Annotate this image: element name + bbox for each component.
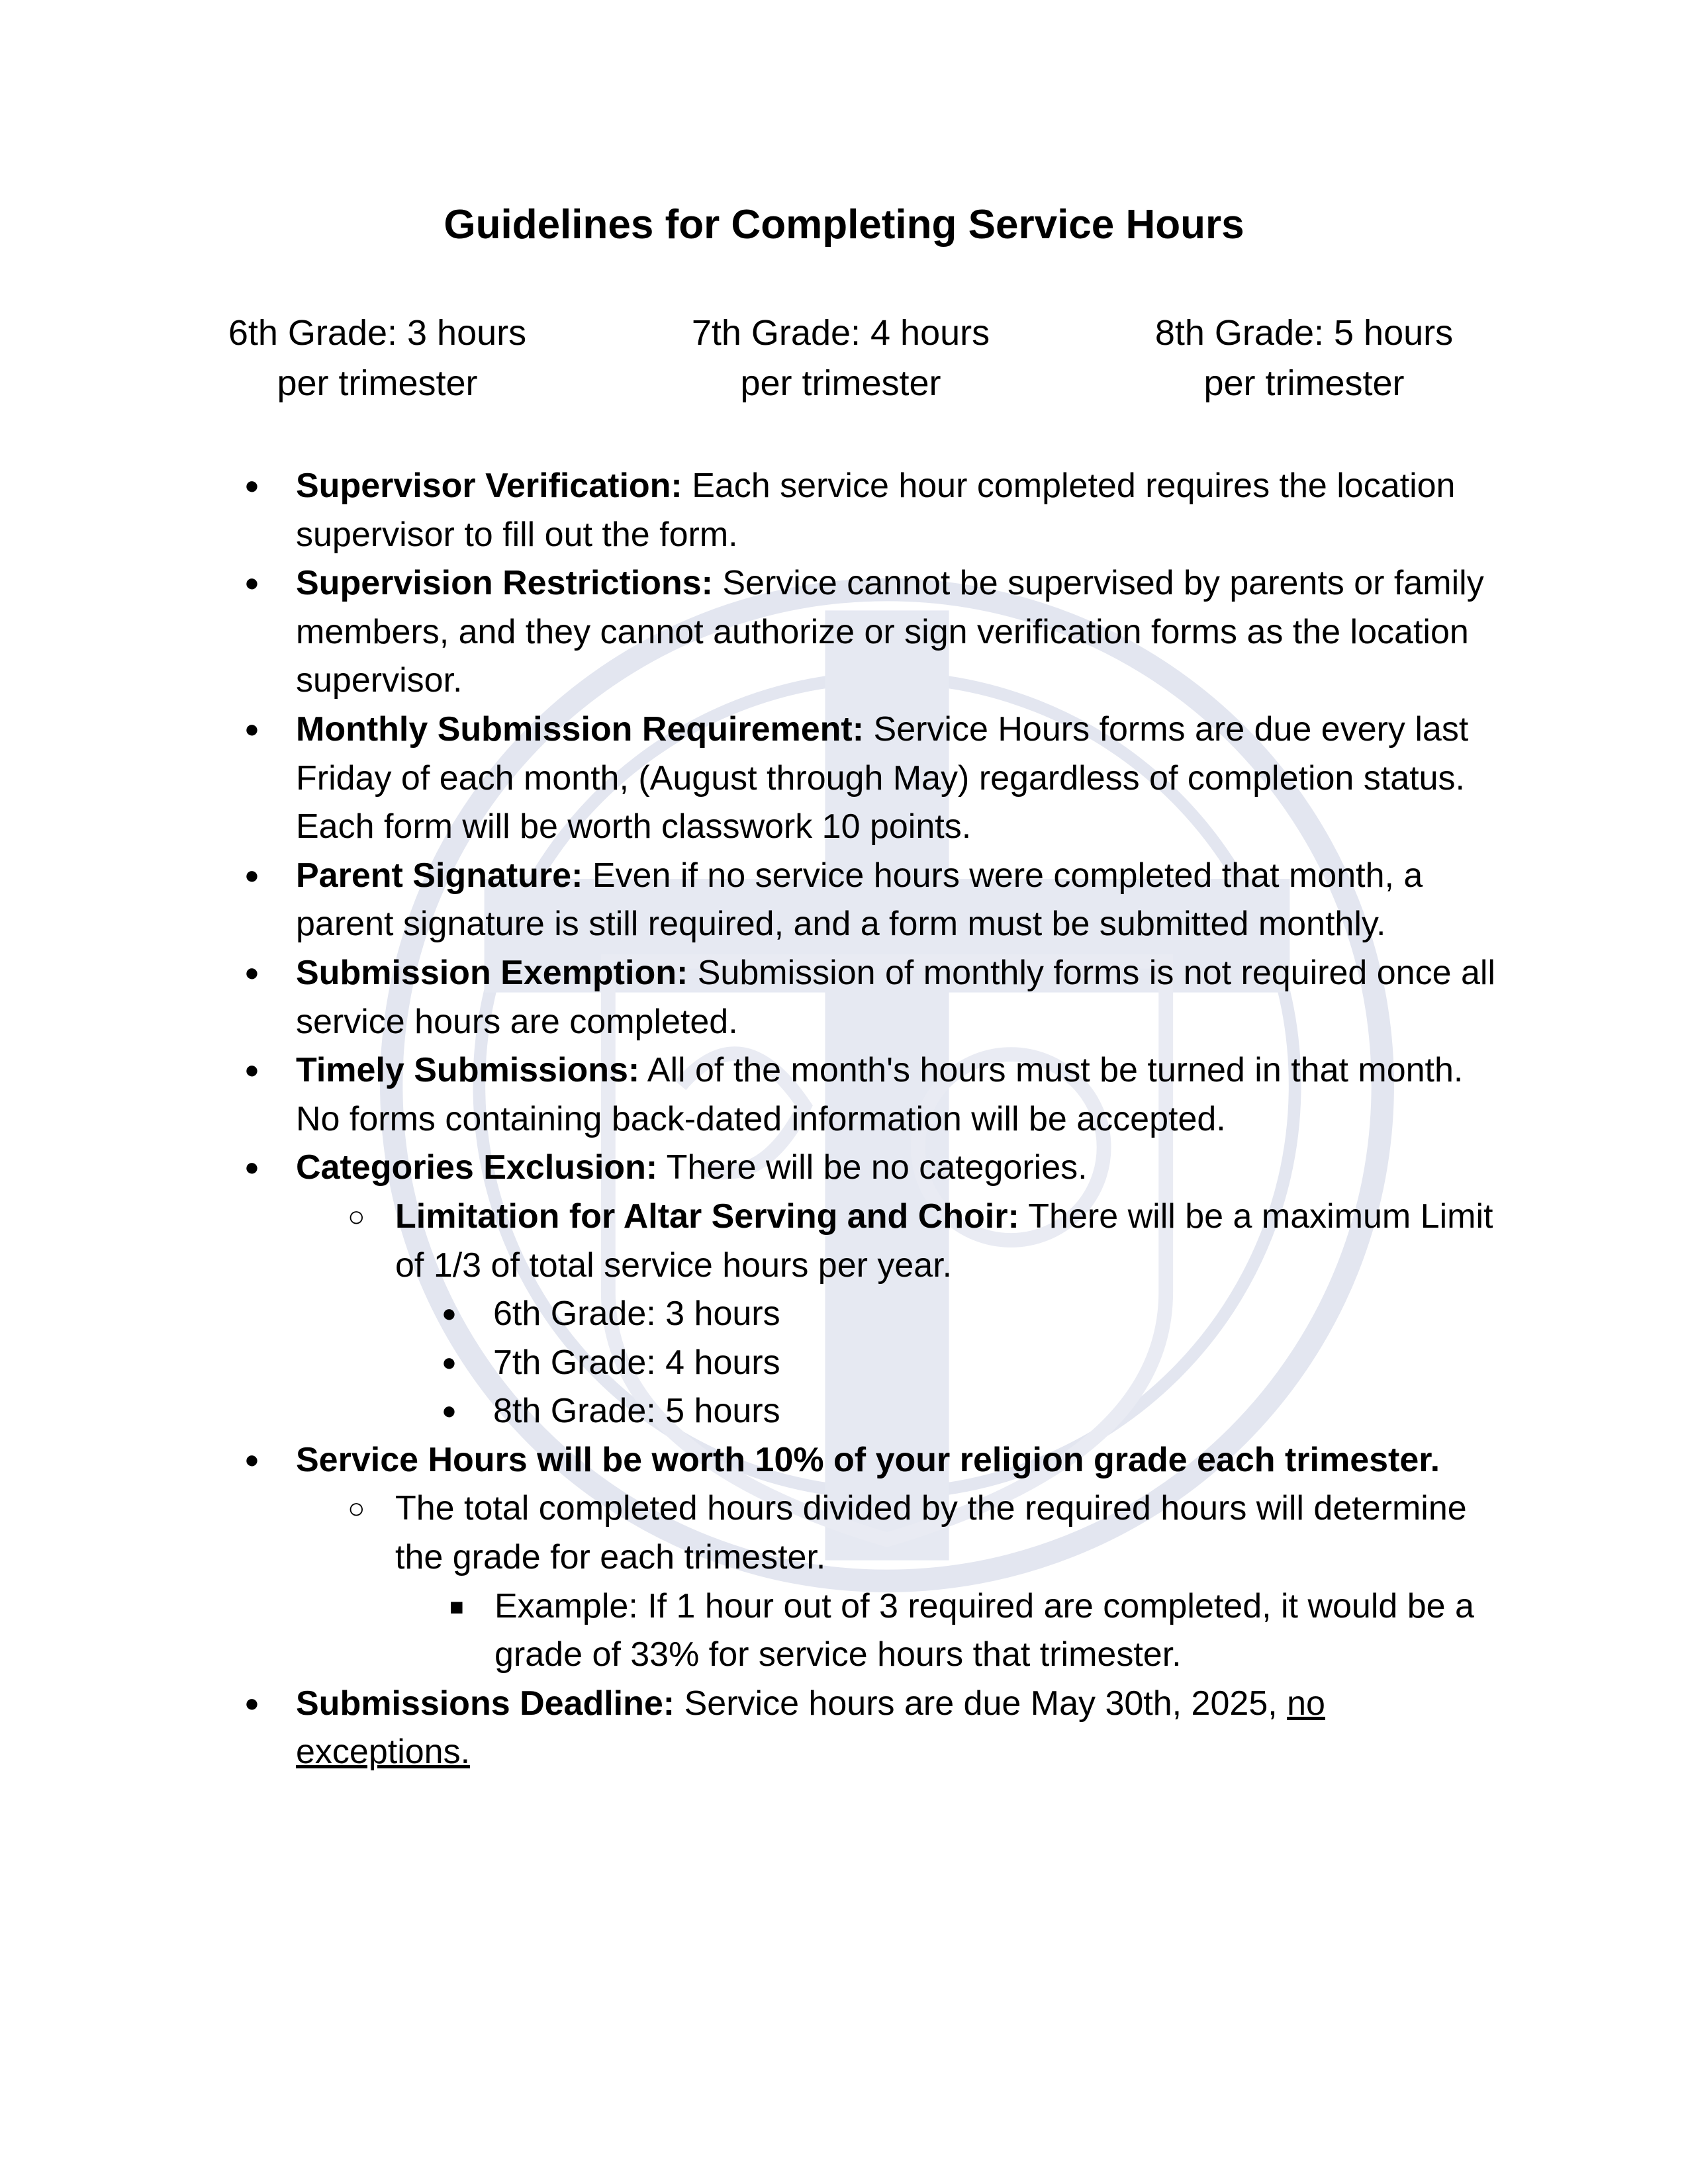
bullet-icon: ●	[442, 1397, 457, 1426]
sub-list	[296, 1193, 1501, 1290]
list-item: ● Categories Exclusion: There will be no categories. ○ Limitation for Altar Serving and Choir: There will be a maximum Limit of 1/3 of total service hours per year. ● 6th Grade: 3 hours ● 7th Grade: 4 hours ● 8th Grade: 5 hours	[296, 1144, 1501, 1436]
grade-8-requirement: 8th Grade: 5 hours per trimester	[1154, 313, 1454, 403]
hollow-bullet-icon: ○	[348, 1492, 365, 1525]
list-item: ● Supervision Restrictions: Service cannot be supervised by parents or family members, and they cannot authorize or sign verification forms as the location supervisor.	[296, 559, 1501, 705]
example-list	[395, 1582, 1501, 1680]
list-item: ● Parent Signature: Even if no service hours were completed that month, a parent signature is still required, and a form must be submitted monthly.	[296, 852, 1501, 949]
bullet-icon: ●	[244, 861, 259, 889]
grade-limit-list	[296, 1290, 1501, 1436]
bullet-icon: ●	[442, 1300, 457, 1328]
bullet-icon: ●	[442, 1348, 457, 1377]
bullet-icon: ●	[244, 1154, 259, 1182]
bullet-icon: ●	[244, 1056, 259, 1085]
bullet-icon: ●	[244, 1445, 259, 1474]
page-title: Guidelines for Completing Service Hours	[444, 202, 1244, 248]
guidelines-list	[244, 462, 1501, 1777]
list-item: ● 7th Grade: 4 hours	[493, 1339, 1501, 1388]
list-item: ● Monthly Submission Requirement: Service Hours forms are due every last Friday of each month, (August through May) regardless of completion status. Each form will be worth classwork 10 points.	[296, 705, 1501, 852]
sub-list	[296, 1484, 1501, 1679]
list-item: ● Service Hours will be worth 10% of your religion grade each trimester. ○ The total completed hours divided by the required hours will determine the grade for each trimester. ■ Example: If 1 hour out of 3 required are completed, it would be a grade of 33% for service hours that trimester.	[296, 1436, 1501, 1680]
bullet-icon: ●	[244, 472, 259, 500]
hollow-bullet-icon: ○	[348, 1200, 365, 1233]
grade-6-requirement: 6th Grade: 3 hours per trimester	[228, 313, 527, 403]
list-item: ○ Limitation for Altar Serving and Choir: There will be a maximum Limit of 1/3 of total service hours per year.	[395, 1193, 1501, 1290]
list-item: ■ Example: If 1 hour out of 3 required are completed, it would be a grade of 33% for service hours that trimester.	[494, 1582, 1501, 1680]
bullet-icon: ●	[244, 958, 259, 987]
list-item: ○ The total completed hours divided by the required hours will determine the grade for each trimester. ■ Example: If 1 hour out of 3 required are completed, it would be a grade of 33% for service hours that trimester.	[395, 1484, 1501, 1679]
list-item: ● Submission Exemption: Submission of monthly forms is not required once all service hours are completed.	[296, 949, 1501, 1046]
list-item: ● 6th Grade: 3 hours	[493, 1290, 1501, 1339]
bullet-icon: ●	[244, 569, 259, 598]
list-item: ● Submissions Deadline: Service hours are due May 30th, 2025, no exceptions.	[296, 1680, 1501, 1777]
list-item: ● 8th Grade: 5 hours	[493, 1387, 1501, 1436]
no-exceptions-underlined: no exceptions.	[296, 1684, 1325, 1772]
list-item: ● Supervisor Verification: Each service hour completed requires the location supervisor to fill out the form.	[296, 462, 1501, 559]
square-bullet-icon: ■	[449, 1592, 464, 1620]
bullet-icon: ●	[244, 715, 259, 743]
list-item: ● Timely Submissions: All of the month's hours must be turned in that month. No forms containing back-dated information will be accepted.	[296, 1046, 1501, 1144]
bullet-icon: ●	[244, 1689, 259, 1717]
grade-7-requirement: 7th Grade: 4 hours per trimester	[691, 313, 990, 403]
